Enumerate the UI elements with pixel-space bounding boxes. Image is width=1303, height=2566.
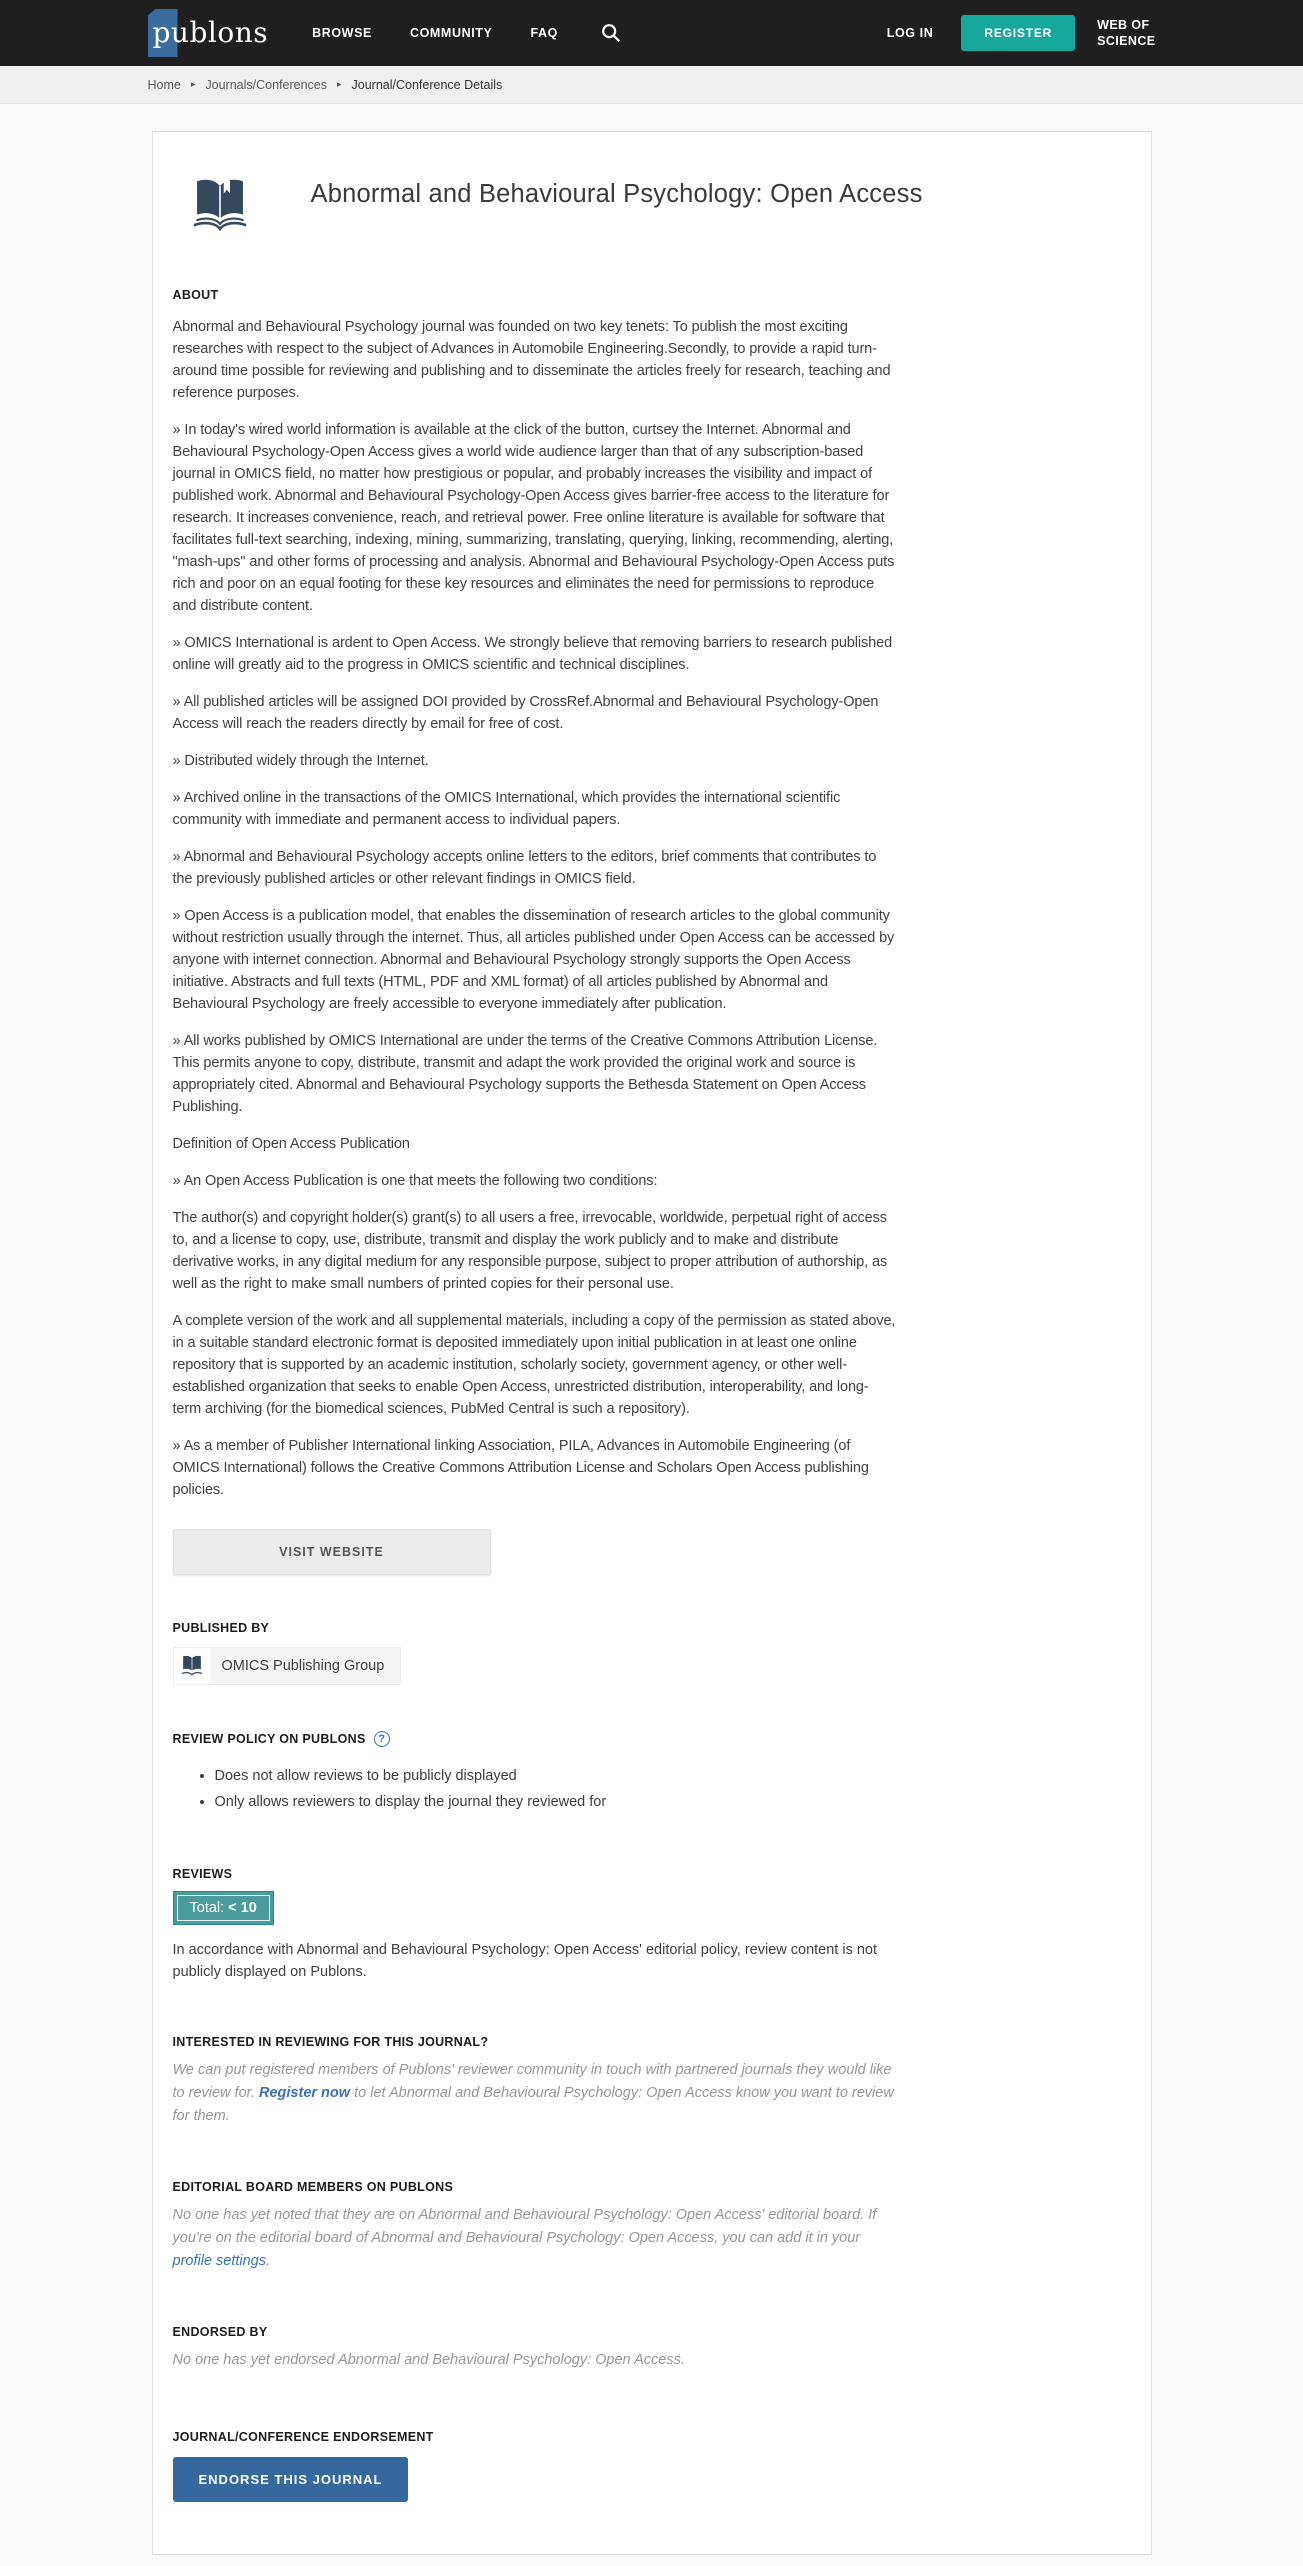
about-paragraph: Abnormal and Behavioural Psychology journal was founded on two key tenets: To publish the most exciting researches with respect to the subject of Advances in Automobile Engineering.Secondly, to provide a rapid turn-around time possible for reviewing and publishing and to disseminate the articles freely for research, teaching and reference purposes.: [172, 319, 891, 401]
review-policy-section: [173, 1731, 1111, 1815]
reviews-total-label: Total:: [189, 1900, 225, 1916]
published-by-heading: PUBLISHED BY: [172, 1621, 270, 1635]
profile-settings-link[interactable]: profile settings: [172, 2253, 266, 2269]
reviews-section: [173, 1867, 1111, 1983]
endorsement-section: [173, 2430, 1111, 2502]
nav-community[interactable]: COMMUNITY: [409, 26, 493, 40]
interested-text-after: to let Abnormal and Behavioural Psychology: Open Access know you want to review for them.: [172, 2085, 894, 2124]
about-paragraph: » OMICS International is ardent to Open Access. We strongly believe that removing barriers to research published online will greatly aid to the progress in OMICS scientific and technical disciplines.: [172, 635, 893, 673]
about-paragraph: Definition of Open Access Publication: [172, 1136, 410, 1152]
about-text: [173, 316, 897, 1501]
reviews-note: In accordance with Abnormal and Behavioural Psychology: Open Access' editorial policy, review content is not publicly displayed on Publons.: [172, 1942, 878, 1980]
breadcrumb-home[interactable]: Home: [147, 77, 181, 92]
journal-title-row: [173, 166, 1111, 246]
register-button[interactable]: REGISTER: [961, 15, 1075, 51]
about-paragraph: » Open Access is a publication model, that enables the dissemination of research articles to the global community without restriction usually through the internet. Thus, all articles published under Open Access can be accessed by anyone with internet connection. Abnormal and Behavioural Psychology strongly supports the Open Access initiative. Abstracts and full texts (HTML, PDF and XML format) of all articles published by Abnormal and Behavioural Psychology are freely accessible to everyone immediately after publication.: [172, 908, 895, 1012]
about-paragraph: » An Open Access Publication is one that meets the following two conditions:: [172, 1173, 658, 1189]
visit-website-button[interactable]: VISIT WEBSITE: [173, 1529, 491, 1575]
policy-item: • Does not allow reviews to be publicly displayed: [215, 1763, 1111, 1789]
about-paragraph: » All published articles will be assigned DOI provided by CrossRef.Abnormal and Behavioural Psychology-Open Access will reach the readers directly by email for free of cost.: [172, 694, 879, 732]
chevron-right-icon: ▸: [336, 79, 342, 89]
question-circle-icon[interactable]: ?: [374, 1731, 390, 1747]
publons-logo-text: publons: [152, 16, 269, 49]
nav-faq[interactable]: FAQ: [530, 26, 558, 40]
about-paragraph: » Distributed widely through the Internet.: [172, 753, 429, 769]
main-nav: [312, 22, 622, 44]
nav-browse[interactable]: BROWSE: [312, 26, 372, 40]
journal-details-card: [152, 131, 1152, 2555]
reviews-heading: REVIEWS: [172, 1867, 233, 1881]
publisher-name: OMICS Publishing Group: [221, 1658, 385, 1674]
about-paragraph: The author(s) and copyright holder(s) grant(s) to all users a free, irrevocable, worldwide, perpetual right of access to, and a license to copy, use, distribute, transmit and display the work publicly and to make and distribute derivative works, in any digital medium for any responsible purpose, subject to proper attribution of authorship, as well as the right to make small numbers of printed copies for their personal use.: [172, 1210, 888, 1292]
interested-text: [173, 2059, 897, 2128]
editorial-board-text: [173, 2204, 897, 2273]
page-title: Abnormal and Behavioural Psychology: Open Access: [310, 180, 923, 208]
endorsed-by-heading: ENDORSED BY: [172, 2325, 268, 2339]
about-paragraph: » Abnormal and Behavioural Psychology accepts online letters to the editors, brief comments that contributes to the previously published articles or other relevant findings in OMICS field.: [172, 849, 877, 887]
web-of-science-link[interactable]: [1097, 17, 1155, 49]
wos-line2: SCIENCE: [1097, 34, 1156, 48]
about-paragraph: » Archived online in the transactions of the OMICS International, which provides the international scientific community with immediate and permanent access to individual papers.: [172, 790, 841, 828]
published-by-section: [173, 1621, 1111, 1685]
about-heading: ABOUT: [172, 288, 219, 302]
search-icon[interactable]: [600, 22, 622, 44]
editorial-board-section: [173, 2180, 1111, 2273]
about-paragraph: A complete version of the work and all supplemental materials, including a copy of the permission as stated above, in a suitable standard electronic format is deposited immediately upon initial publication in at least one online repository that is supported by an academic institution, scholarly society, government agency, or other well-established organization that seeks to enable Open Access, unrestricted distribution, interoperability, and long-term archiving (for the biomedical sciences, PubMed Central is such a repository).: [172, 1313, 896, 1417]
endorsement-heading: JOURNAL/CONFERENCE ENDORSEMENT: [172, 2430, 434, 2444]
open-book-icon: [189, 166, 251, 246]
reviews-total-value: < 10: [228, 1900, 257, 1916]
review-policy-heading: REVIEW POLICY ON PUBLONS: [172, 1732, 366, 1746]
breadcrumb: [148, 78, 1156, 92]
site-header: [0, 0, 1303, 66]
chevron-right-icon: ▸: [190, 79, 196, 89]
log-in-link[interactable]: LOG IN: [886, 26, 934, 40]
open-book-icon: [174, 1648, 210, 1684]
endorsed-by-section: [173, 2325, 1111, 2372]
endorsed-by-text: No one has yet endorsed Abnormal and Behavioural Psychology: Open Access.: [172, 2352, 685, 2368]
breadcrumb-journals-conferences[interactable]: Journals/Conferences: [205, 77, 327, 92]
editorial-board-heading: EDITORIAL BOARD MEMBERS ON PUBLONS: [172, 2180, 454, 2194]
about-section: [173, 288, 1111, 1501]
breadcrumb-current: Journal/Conference Details: [351, 77, 503, 92]
about-paragraph: » As a member of Publisher International linking Association, PILA, Advances in Automobile Engineering (of OMICS International) follows the Creative Commons Attribution License and Scholars Open Access publishing policies.: [172, 1438, 869, 1498]
reviews-total-badge: [173, 1891, 274, 1925]
editorial-text-before: No one has yet noted that they are on Abnormal and Behavioural Psychology: Open Access' editorial board. If you're on the editorial board of Abnormal and Behavioural Psychology: Open Access, you can add it in your: [172, 2207, 877, 2246]
about-paragraph: » In today's wired world information is available at the click of the button, curtsey the Internet. Abnormal and Behavioural Psychology-Open Access gives a world wide audience larger than that of any subscription-based journal in OMICS field, no matter how prestigious or popular, and probably increases the visibility and impact of published work. Abnormal and Behavioural Psychology-Open Access gives barrier-free access to the literature for research. It increases convenience, reach, and retrieval power. Free online literature is available for software that facilitates full-text searching, indexing, mining, summarizing, translating, querying, linking, recommending, alerting, "mash-ups" and other forms of processing and analysis. Abnormal and Behavioural Psychology-Open Access puts rich and poor on an equal footing for these key resources and eliminates the need for permissions to reproduce and distribute content.: [172, 422, 895, 614]
endorse-journal-button[interactable]: ENDORSE THIS JOURNAL: [173, 2457, 409, 2502]
register-now-link[interactable]: Register now: [259, 2085, 351, 2101]
policy-item: • Only allows reviewers to display the journal they reviewed for: [215, 1789, 1111, 1815]
publons-logo[interactable]: [148, 0, 269, 66]
interested-heading: INTERESTED IN REVIEWING FOR THIS JOURNAL?: [172, 2035, 489, 2049]
review-policy-list: [215, 1763, 1111, 1815]
breadcrumb-bar: [0, 66, 1303, 104]
about-paragraph: » All works published by OMICS International are under the terms of the Creative Commons Attribution License. This permits anyone to copy, distribute, transmit and adapt the work provided the original work and source is appropriately cited. Abnormal and Behavioural Psychology supports the Bethesda Statement on Open Access Publishing.: [172, 1033, 878, 1115]
publisher-chip[interactable]: [173, 1647, 402, 1685]
interested-text-before: We can put registered members of Publons' reviewer community in touch with partnered journals they would like to review for.: [172, 2062, 892, 2101]
interested-section: [173, 2035, 1111, 2128]
editorial-text-after: .: [266, 2253, 271, 2269]
wos-line1: WEB OF: [1097, 18, 1150, 32]
